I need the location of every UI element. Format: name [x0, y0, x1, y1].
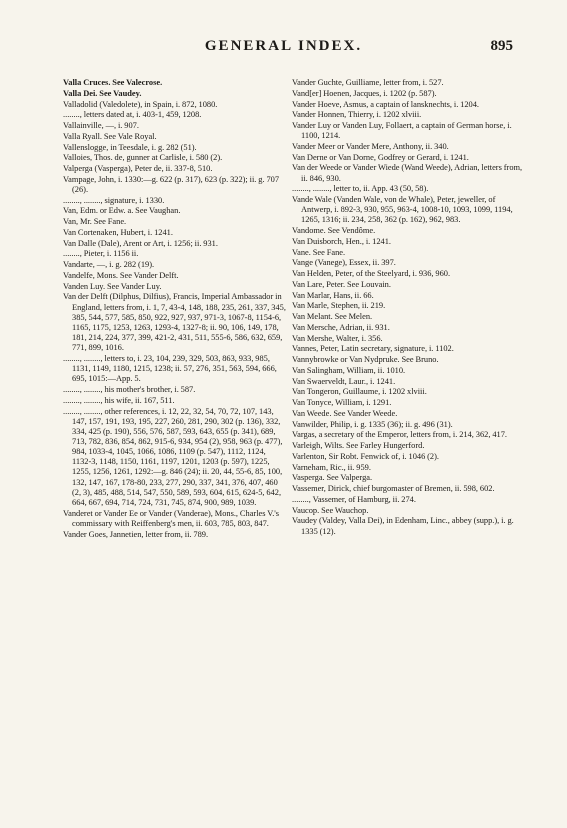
index-entry: Van Melant. See Melen.: [292, 312, 373, 322]
index-entry: Van Helden, Peter, of the Steelyard, i. 936, 960.: [292, 269, 451, 279]
index-entry: ........, Vassemer, of Hamburg, ii. 274.: [292, 494, 416, 504]
index-entry: Van Tongeron, Guillaume, i. 1202 xlviii.: [292, 387, 427, 397]
index-entry: Van Derne or Van Dorne, Godfrey or Gerard, i. 1241.: [292, 152, 469, 162]
index-entry: Van Cortenaken, Hubert, i. 1241.: [63, 227, 173, 237]
index-entry: Varleigh, Wilts. See Farley Hungerford.: [292, 441, 425, 451]
index-entry: Vane. See Fane.: [292, 247, 346, 257]
index-entry: Vampage, John, i. 1330:—g. 622 (p. 317), 623 (p. 322); ii. g. 707 (26).: [63, 174, 280, 194]
index-entry: Valladolid (Valedolete), in Spain, i. 872, 1080.: [63, 99, 218, 109]
index-entry: Vandelfe, Mons. See Vander Delft.: [63, 270, 179, 280]
index-entry: Vander Goes, Jannetien, letter from, ii. 789.: [63, 529, 209, 539]
index-entry: ........, ........, letter to, ii. App. 43 (50, 58).: [292, 184, 429, 194]
index-entry: Vander Guchte, Guilliame, letter from, i. 527.: [292, 78, 444, 87]
index-entry: Van Mersche, Adrian, ii. 931.: [292, 322, 390, 332]
index-column-right: [292, 78, 524, 537]
index-entry: Vasperga. See Valperga.: [292, 473, 373, 483]
index-entry: Van Salingham, William, ii. 1010.: [292, 365, 406, 375]
index-entry: ........, letters dated at, i. 403-1, 459, 1208.: [63, 110, 202, 120]
page-number: 895: [490, 38, 513, 54]
index-entry: Vargas, a secretary of the Emperor, letters from, i. 214, 362, 417.: [292, 430, 507, 440]
index-entry: Valla Ryall. See Vale Royal.: [63, 131, 157, 141]
index-entry: Van der Weede or Vander Wiede (Wand Weede), Adrian, letters from, ii. 846, 930.: [292, 163, 523, 183]
index-entry: Vande Wale (Vanden Wale, von de Whale), Peter, jeweller, of Antwerp, i. 892-3, 930, 955, 963-4, 1008-10, 1093, 1099, 1194, 1265, 1316; ii. 234, 258, 362 (p. 162), 962, 983.: [292, 195, 513, 225]
index-entry: Vanwilder, Philip, i. g. 1335 (36); ii. g. 496 (31).: [292, 419, 453, 429]
index-entry: Van der Delft (Dilphus, Dilfius), Francis, Imperial Ambassador in England, letters from, i. 1, 7, 43-4, 148, 188, 235, 261, 337, 345, 385, 544, 577, 585, 850, 922, 927, 937, 971-3, 1067-8, 1154-6, 1165, 1175, 1253, 1263, 1293-4, 1327-8; ii. 90, 106, 149, 178, 181, 214, 224, 377, 399, 421-2, 431, 511, 555-6, 586, 632, 659, 771, 899, 1016.: [63, 292, 286, 353]
index-entry: Valperga (Vasperga), Peter de, ii. 337-8, 510.: [63, 164, 213, 173]
index-entry: Vallainville, —, i. 907.: [63, 121, 139, 130]
index-entry: Vander Honnen, Thierry, i. 1202 xlviii.: [292, 110, 422, 120]
index-entry: Varneham, Ric., ii. 959.: [292, 462, 371, 472]
index-entry: ........, ........, his wife, ii. 167, 511.: [63, 395, 175, 405]
index-entry: Vaudey (Valdey, Valla Dei), in Edenham, Linc., abbey (supp.), i. g. 1335 (12).: [292, 516, 514, 536]
index-entry: Vandarte, —, i. g. 282 (19).: [63, 260, 155, 270]
page-title: GENERAL INDEX.: [204, 38, 363, 54]
index-entry: Van Duisborch, Hen., i. 1241.: [292, 236, 391, 246]
index-entry: Vanden Luy. See Vander Luy.: [63, 281, 162, 291]
index-entry: Vallenslogge, in Teesdale, i. g. 282 (51).: [63, 142, 197, 152]
index-entry: Vander Luy or Vanden Luy, Follaert, a captain of German horse, i. 1100, 1214.: [292, 121, 512, 141]
index-entry: Van Swaerveldt, Laur., i. 1241.: [292, 376, 396, 386]
index-entry: Van Dalle (Dale), Arent or Art, i. 1256; ii. 931.: [63, 238, 218, 248]
index-entry: Valla Cruces. See Valecrose.: [63, 78, 163, 87]
index-entry: Van Marlar, Hans, ii. 66.: [292, 290, 374, 300]
index-entry: Vannybrowke or Van Nydpruke. See Bruno.: [292, 355, 439, 365]
index-entry: Vaucop. See Wauchop.: [292, 505, 369, 515]
index-entry: Van Marle, Stephen, ii. 219.: [292, 301, 386, 311]
index-entry: Valloies, Thos. de, gunner at Carlisle, i. 580 (2).: [63, 153, 223, 163]
index-column-left: [63, 78, 286, 540]
index-entry: ........, ........, other references, i. 12, 22, 32, 54, 70, 72, 107, 143, 147, 157, 191, 193, 195, 227, 260, 281, 290, 302 (p. 136), 332, 334, 425 (p. 190), 556, 576, 587, 593, 643, 655 (p. 341), 689, 713, 782, 836, 854, 862, 915-6, 934, 954 (2), 958, 963 (p. 477), 984, 1033-4, 1045, 1066, 1086, 1109 (p. 547), 1112, 1124, 1132-3, 1148, 1150, 1161, 1197, 1201, 1203 (p. 597), 1225, 1255, 1256, 1261, 1292:—g. 846 (24); ii. 20, 44, 55-6, 85, 100, 132, 147, 167, 178-80, 233, 277, 290, 337, 341, 376, 407, 460 (2, 3), 485, 488, 514, 547, 550, 589, 593, 604, 615, 624-5, 642, 664, 667, 694, 714, 724, 731, 745, 874, 900, 989, 1039.: [63, 406, 283, 507]
index-entry: Vassemer, Dirick, chief burgomaster of Bremen, ii. 598, 602.: [292, 484, 495, 494]
index-entry: Van Weede. See Vander Weede.: [292, 408, 398, 418]
index-entry: Vange (Vanege), Essex, ii. 397.: [292, 258, 396, 268]
index-entry: ........, ........, his mother's brother, i. 587.: [63, 385, 196, 394]
index-entry: Van, Edm. or Edw. a. See Vaughan.: [63, 206, 181, 216]
index-entry: ........, ........, signature, i. 1330.: [63, 195, 165, 205]
index-entry: Van Tonyce, William, i. 1291.: [292, 398, 392, 408]
page-header: [0, 38, 567, 60]
index-entry: Vandome. See Vendôme.: [292, 226, 376, 236]
index-entry: ........, ........, letters to, i. 23, 104, 239, 329, 503, 863, 933, 985, 1131, 1149, 1180, 1215, 1238; ii. 57, 276, 351, 563, 594, 666, 695, 1015:—App. 5.: [63, 353, 277, 384]
index-entry: Vanderet or Vander Ee or Vander (Vanderae), Mons., Charles V.'s commissary with Reiffenberg's men, ii. 603, 785, 803, 847.: [63, 508, 280, 528]
index-entry: Varlenton, Sir Robt. Fenwick of, i. 1046 (2).: [292, 451, 440, 461]
index-entry: Van Lare, Peter. See Louvain.: [292, 279, 391, 289]
index-entry: Vand[er] Hoenen, Jacques, i. 1202 (p. 587).: [292, 88, 437, 98]
index-entry: Valla Dei. See Vaudey.: [63, 88, 142, 98]
index-entry: Van Mershe, Walter, i. 356.: [292, 333, 383, 343]
index-entry: Vander Meer or Vander Mere, Anthony, ii. 340.: [292, 141, 449, 151]
index-entry: Vander Hoeve, Asmus, a captain of lansknechts, i. 1204.: [292, 99, 480, 109]
index-entry: ........, Pieter, i. 1156 ii.: [63, 249, 139, 259]
index-entry: Vannes, Peter, Latin secretary, signature, i. 1102.: [292, 344, 454, 354]
index-entry: Van, Mr. See Fane.: [63, 217, 127, 227]
